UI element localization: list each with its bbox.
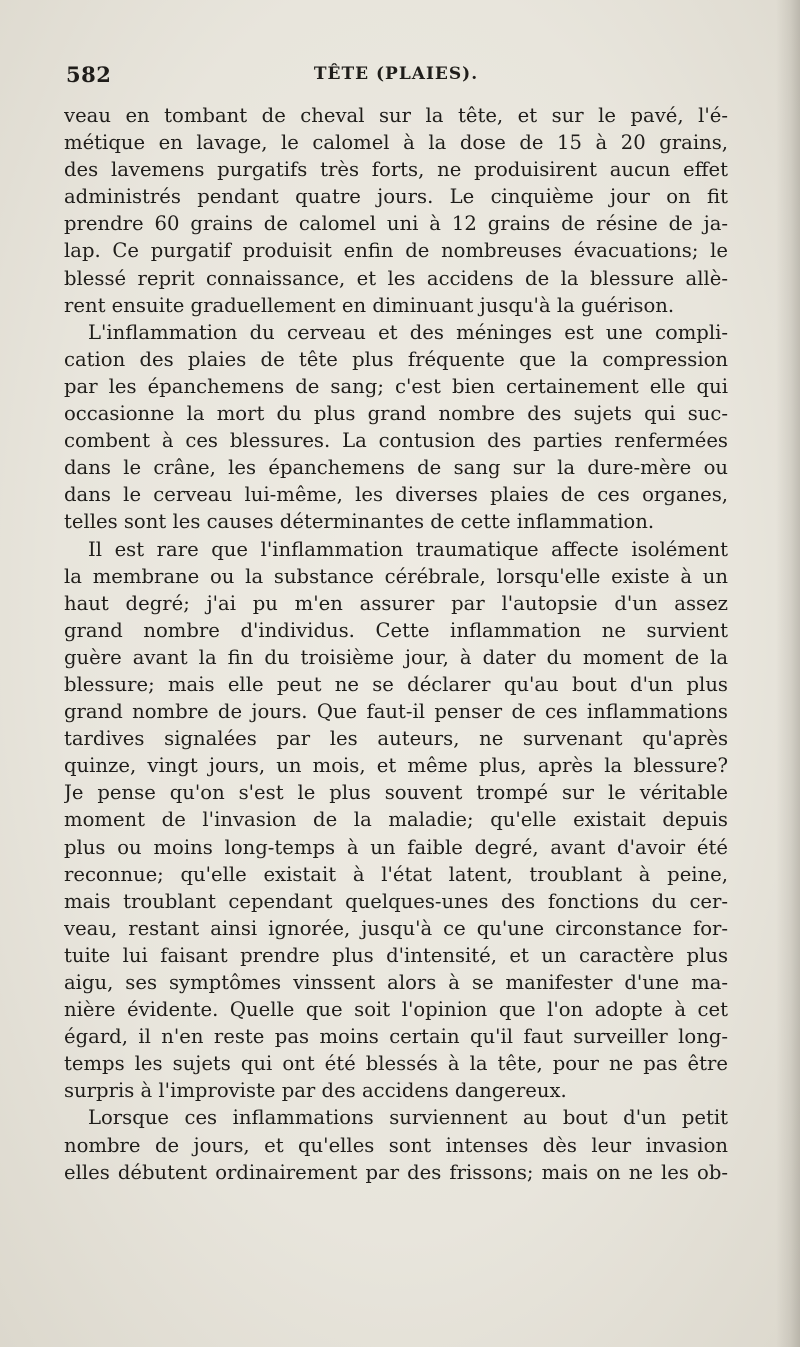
text-line: blessé reprit connaissance, et les accidens de la blessure allè- xyxy=(64,266,728,290)
text-line: plus ou moins long-temps à un faible degré, avant d'avoir été xyxy=(64,835,728,859)
body-text xyxy=(64,102,728,1186)
text-line: administrés pendant quatre jours. Le cinquième jour on fit xyxy=(64,185,728,209)
text-line: reconnue; qu'elle existait à l'état latent, troublant à peine, xyxy=(64,862,728,886)
text-line: nombre de jours, et qu'elles sont intenses dès leur invasion xyxy=(64,1133,728,1157)
text-line: mais troublant cependant quelques-unes des fonctions du cer- xyxy=(64,889,728,913)
text-line: quinze, vingt jours, un mois, et même plus, après la blessure? xyxy=(64,754,728,778)
text-line: Je pense qu'on s'est le plus souvent trompé sur le véritable xyxy=(64,781,728,805)
text-line: rent ensuite graduellement en diminuant jusqu'à la guérison. xyxy=(64,293,675,317)
text-line: tardives signalées par les auteurs, ne survenant qu'après xyxy=(64,727,728,751)
text-line: métique en lavage, le calomel à la dose de 15 à 20 grains, xyxy=(64,131,728,155)
text-line: grand nombre de jours. Que faut-il penser de ces inflammations xyxy=(64,700,728,724)
page-fold-shadow xyxy=(776,0,800,1347)
text-line: telles sont les causes déterminantes de cette inflammation. xyxy=(64,510,655,534)
text-line: nière évidente. Quelle que soit l'opinion que l'on adopte à cet xyxy=(64,998,728,1022)
text-line: grand nombre d'individus. Cette inflammation ne survient xyxy=(64,618,728,642)
page-number: 582 xyxy=(66,62,112,87)
text-line: moment de l'invasion de la maladie; qu'elle existait depuis xyxy=(64,808,728,832)
text-line: veau en tombant de cheval sur la tête, et sur le pavé, l'é- xyxy=(64,104,728,127)
text-line: dans le cerveau lui-même, les diverses plaies de ces organes, xyxy=(64,483,728,507)
text-line: aigu, ses symptômes vinssent alors à se manifester d'une ma- xyxy=(64,971,728,994)
text-line: guère avant la fin du troisième jour, à dater du moment de la xyxy=(64,645,728,669)
text-line: combent à ces blessures. La contusion des parties renfermées xyxy=(64,429,728,453)
page-header xyxy=(66,62,726,92)
text-line: prendre 60 grains de calomel uni à 12 grains de résine de ja- xyxy=(64,212,728,236)
text-line: veau, restant ainsi ignorée, jusqu'à ce qu'une circonstance for- xyxy=(64,916,728,940)
text-line: occasionne la mort du plus grand nombre des sujets qui suc- xyxy=(64,402,728,426)
text-line: la membrane ou la substance cérébrale, lorsqu'elle existe à un xyxy=(64,564,728,588)
paragraph-start-line: Il est rare que l'inflammation traumatique affecte isolément xyxy=(88,537,728,561)
text-line: dans le crâne, les épanchemens de sang sur la dure-mère ou xyxy=(64,456,728,480)
text-line: des lavemens purgatifs très forts, ne produisirent aucun effet xyxy=(64,158,728,182)
paragraph-start-line: Lorsque ces inflammations surviennent au bout d'un petit xyxy=(88,1106,728,1130)
text-line: égard, il n'en reste pas moins certain qu'il faut surveiller long- xyxy=(64,1025,728,1049)
text-line: cation des plaies de tête plus fréquente que la compression xyxy=(64,347,728,371)
text-line: temps les sujets qui ont été blessés à la tête, pour ne pas être xyxy=(64,1052,728,1076)
text-line: elles débutent ordinairement par des frissons; mais on ne les ob- xyxy=(64,1160,728,1184)
text-line: surpris à l'improviste par des accidens dangereux. xyxy=(64,1079,567,1103)
text-line: blessure; mais elle peut ne se déclarer qu'au bout d'un plus xyxy=(64,672,728,696)
paragraph-start-line: L'inflammation du cerveau et des méninges est une compli- xyxy=(88,320,728,344)
running-head: TÊTE (PLAIES). xyxy=(313,64,479,84)
text-line: tuite lui faisant prendre plus d'intensité, et un caractère plus xyxy=(64,943,728,967)
text-line: lap. Ce purgatif produisit enfin de nombreuses évacuations; le xyxy=(64,239,728,263)
text-line: par les épanchemens de sang; c'est bien certainement elle qui xyxy=(64,374,728,398)
text-line: haut degré; j'ai pu m'en assurer par l'autopsie d'un assez xyxy=(64,591,728,615)
